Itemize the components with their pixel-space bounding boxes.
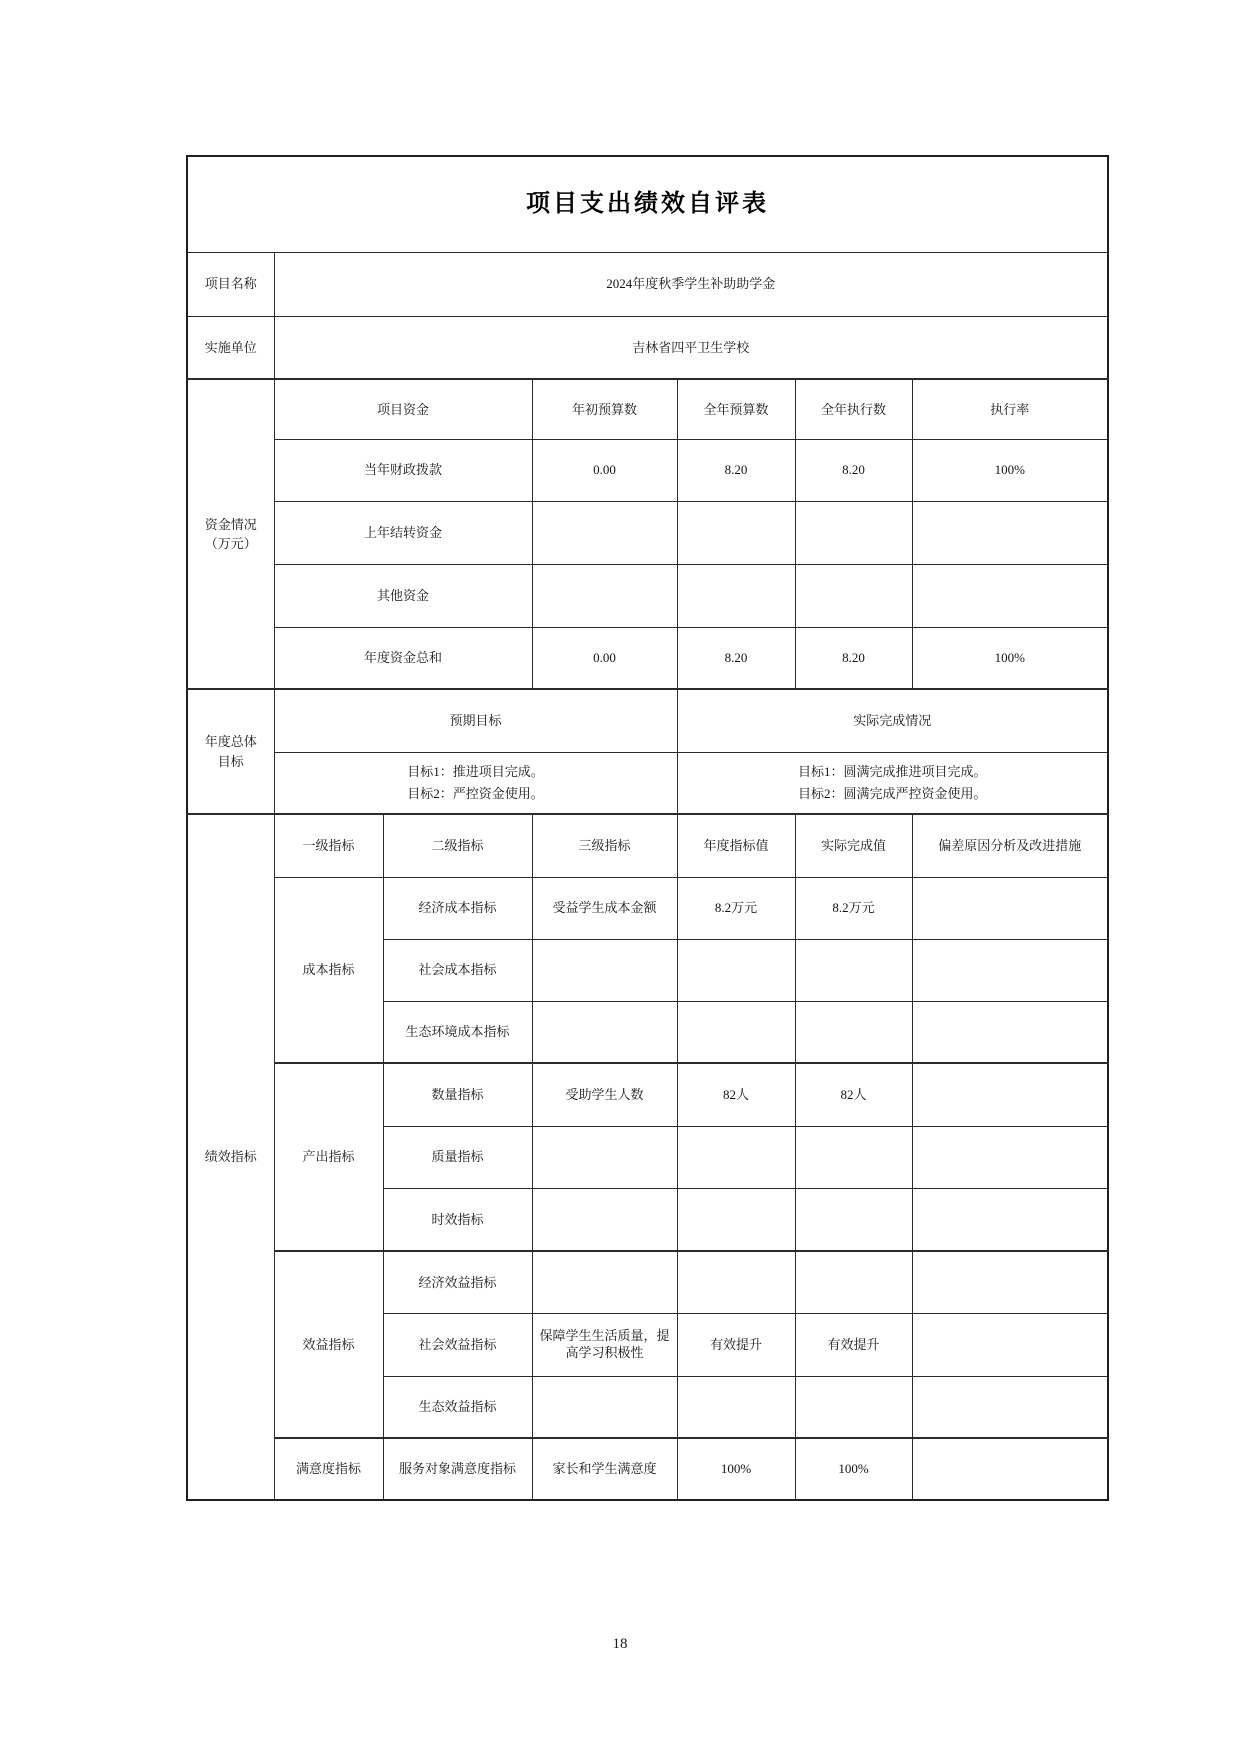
indicator-row	[187, 1063, 1108, 1126]
self-evaluation-table	[186, 155, 1109, 1501]
indicator-deviation	[912, 1376, 1108, 1438]
indicator-target: 8.2万元	[677, 877, 795, 939]
indicator-deviation	[912, 1251, 1108, 1313]
funding-header-annual-budget: 全年预算数	[677, 379, 795, 439]
page-title: 项目支出绩效自评表	[187, 156, 1108, 252]
funding-annual-budget-value	[677, 501, 795, 564]
indicator-header-level2: 二级指标	[383, 814, 532, 877]
funding-header-project-fund: 项目资金	[274, 379, 532, 439]
indicator-group-cost: 成本指标	[274, 877, 383, 1063]
expected-goal-text	[274, 752, 677, 814]
expected-goal-line1: 目标1：推进项目完成。	[407, 763, 544, 779]
indicator-header-level3: 三级指标	[532, 814, 677, 877]
indicator-target	[677, 1376, 795, 1438]
indicator-level3: 保障学生生活质量，提高学习积极性	[532, 1313, 677, 1376]
indicator-actual	[795, 1126, 912, 1188]
indicator-deviation	[912, 1001, 1108, 1063]
actual-completion-header: 实际完成情况	[677, 689, 1108, 752]
funding-execution-rate-value: 100%	[912, 439, 1108, 501]
funding-row-total	[187, 627, 1108, 689]
funding-initial-budget-value: 0.00	[532, 439, 677, 501]
funding-row-current-appropriation	[187, 439, 1108, 501]
actual-completion-line2: 目标2：圆满完成严控资金使用。	[798, 785, 987, 801]
indicator-actual	[795, 1188, 912, 1251]
funding-annual-execution-value: 8.20	[795, 627, 912, 689]
indicator-row	[187, 1438, 1108, 1500]
annual-goal-label-line1: 年度总体	[204, 734, 257, 749]
indicator-level2: 社会效益指标	[383, 1313, 532, 1376]
indicator-row	[187, 877, 1108, 939]
indicator-level3: 受助学生人数	[532, 1063, 677, 1126]
indicator-deviation	[912, 877, 1108, 939]
indicator-group-satisfaction: 满意度指标	[274, 1438, 383, 1500]
indicator-target	[677, 1251, 795, 1313]
indicator-actual: 8.2万元	[795, 877, 912, 939]
funding-annual-budget-value: 8.20	[677, 627, 795, 689]
actual-completion-line1: 目标1：圆满完成推进项目完成。	[798, 763, 987, 779]
indicator-target: 有效提升	[677, 1313, 795, 1376]
indicator-level3	[532, 1126, 677, 1188]
funding-header-execution-rate: 执行率	[912, 379, 1108, 439]
indicator-actual	[795, 1376, 912, 1438]
funding-row-carryover	[187, 501, 1108, 564]
funding-initial-budget-value	[532, 564, 677, 627]
indicator-header-target: 年度指标值	[677, 814, 795, 877]
indicator-level2: 生态环境成本指标	[383, 1001, 532, 1063]
funding-row-name: 上年结转资金	[274, 501, 532, 564]
funding-execution-rate-value	[912, 564, 1108, 627]
indicator-group-output: 产出指标	[274, 1063, 383, 1251]
indicator-header-actual: 实际完成值	[795, 814, 912, 877]
annual-goal-section-label	[187, 689, 274, 814]
indicator-target	[677, 1188, 795, 1251]
indicator-actual	[795, 939, 912, 1001]
funding-section-label-line2: （万元）	[204, 536, 257, 551]
indicator-group-benefit: 效益指标	[274, 1251, 383, 1438]
indicator-level3	[532, 1188, 677, 1251]
indicator-deviation	[912, 1063, 1108, 1126]
expected-goal-header: 预期目标	[274, 689, 677, 752]
funding-header-initial-budget: 年初预算数	[532, 379, 677, 439]
funding-initial-budget-value: 0.00	[532, 627, 677, 689]
funding-row-name: 当年财政拨款	[274, 439, 532, 501]
funding-section-label	[187, 379, 274, 689]
indicator-level2: 质量指标	[383, 1126, 532, 1188]
indicator-level2: 经济效益指标	[383, 1251, 532, 1313]
indicator-level2: 服务对象满意度指标	[383, 1438, 532, 1500]
funding-annual-execution-value	[795, 501, 912, 564]
indicator-level3: 家长和学生满意度	[532, 1438, 677, 1500]
implementing-unit-value: 吉林省四平卫生学校	[274, 316, 1108, 379]
project-name-label: 项目名称	[187, 252, 274, 316]
indicator-actual: 100%	[795, 1438, 912, 1500]
indicator-deviation	[912, 939, 1108, 1001]
funding-execution-rate-value	[912, 501, 1108, 564]
indicator-level2: 经济成本指标	[383, 877, 532, 939]
indicator-target: 100%	[677, 1438, 795, 1500]
indicator-level2: 数量指标	[383, 1063, 532, 1126]
indicators-section-label: 绩效指标	[187, 814, 274, 1500]
indicator-target	[677, 939, 795, 1001]
indicator-level3	[532, 1251, 677, 1313]
funding-annual-budget-value	[677, 564, 795, 627]
indicator-target	[677, 1126, 795, 1188]
funding-initial-budget-value	[532, 501, 677, 564]
annual-goal-label-line2: 目标	[217, 753, 244, 769]
expected-goal-line2: 目标2：严控资金使用。	[407, 785, 544, 801]
implementing-unit-label: 实施单位	[187, 316, 274, 379]
indicator-level3	[532, 1001, 677, 1063]
indicator-level3: 受益学生成本金额	[532, 877, 677, 939]
indicator-target	[677, 1001, 795, 1063]
indicator-header-deviation: 偏差原因分析及改进措施	[912, 814, 1108, 877]
indicator-level2: 时效指标	[383, 1188, 532, 1251]
funding-row-name: 其他资金	[274, 564, 532, 627]
indicator-row	[187, 1251, 1108, 1313]
indicator-deviation	[912, 1438, 1108, 1500]
indicator-level3	[532, 939, 677, 1001]
funding-annual-execution-value: 8.20	[795, 439, 912, 501]
indicator-actual	[795, 1251, 912, 1313]
indicator-deviation	[912, 1313, 1108, 1376]
page-number: 18	[612, 1636, 628, 1652]
funding-section-label-line1: 资金情况	[204, 516, 257, 532]
actual-completion-text	[677, 752, 1108, 814]
indicator-header-level1: 一级指标	[274, 814, 383, 877]
funding-annual-execution-value	[795, 564, 912, 627]
project-name-value: 2024年度秋季学生补助助学金	[274, 252, 1108, 316]
indicator-level3	[532, 1376, 677, 1438]
funding-row-other-funds	[187, 564, 1108, 627]
indicator-level2: 社会成本指标	[383, 939, 532, 1001]
indicator-actual: 82人	[795, 1063, 912, 1126]
indicator-target: 82人	[677, 1063, 795, 1126]
indicator-deviation	[912, 1126, 1108, 1188]
indicator-actual: 有效提升	[795, 1313, 912, 1376]
indicator-actual	[795, 1001, 912, 1063]
indicator-deviation	[912, 1188, 1108, 1251]
indicator-level2: 生态效益指标	[383, 1376, 532, 1438]
funding-header-annual-execution: 全年执行数	[795, 379, 912, 439]
funding-row-name: 年度资金总和	[274, 627, 532, 689]
funding-execution-rate-value: 100%	[912, 627, 1108, 689]
funding-annual-budget-value: 8.20	[677, 439, 795, 501]
